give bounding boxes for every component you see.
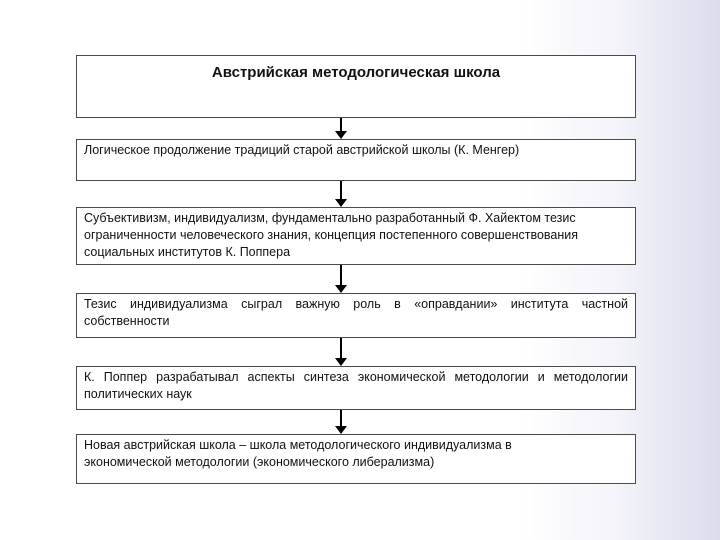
arrow-3 bbox=[335, 265, 347, 293]
step-box-1 bbox=[76, 139, 636, 181]
arrow-5 bbox=[335, 410, 347, 434]
arrow-4 bbox=[335, 338, 347, 366]
step-text-1: Логическое продолжение традиций старой австрийской школы (К. Менгер) bbox=[84, 143, 520, 157]
step-box-3 bbox=[76, 293, 636, 338]
title-box bbox=[76, 55, 636, 118]
step-text-2: Субъективизм, индивидуализм, фундаментально разработанный Ф. Хайектом тезис ограниченности человеческого знания, концепция постепенного совершенствования социальных институтов К. Поппера bbox=[84, 211, 579, 259]
diagram-title: Австрийская методологическая школа bbox=[211, 64, 501, 81]
step-text-5: Новая австрийская школа – школа методологического индивидуализма в экономической методологии (экономического либерализма) bbox=[84, 438, 512, 469]
step-box-2 bbox=[76, 207, 636, 265]
step-text-4: К. Поппер разрабатывал аспекты синтеза экономической методологии и методологии политических наук bbox=[84, 370, 628, 401]
step-text-3: Тезис индивидуализма сыграл важную роль в «оправдании» института частной собственности bbox=[84, 297, 628, 328]
step-box-4 bbox=[76, 366, 636, 410]
arrow-2 bbox=[335, 181, 347, 207]
step-box-5 bbox=[76, 434, 636, 484]
arrow-1 bbox=[335, 118, 347, 139]
